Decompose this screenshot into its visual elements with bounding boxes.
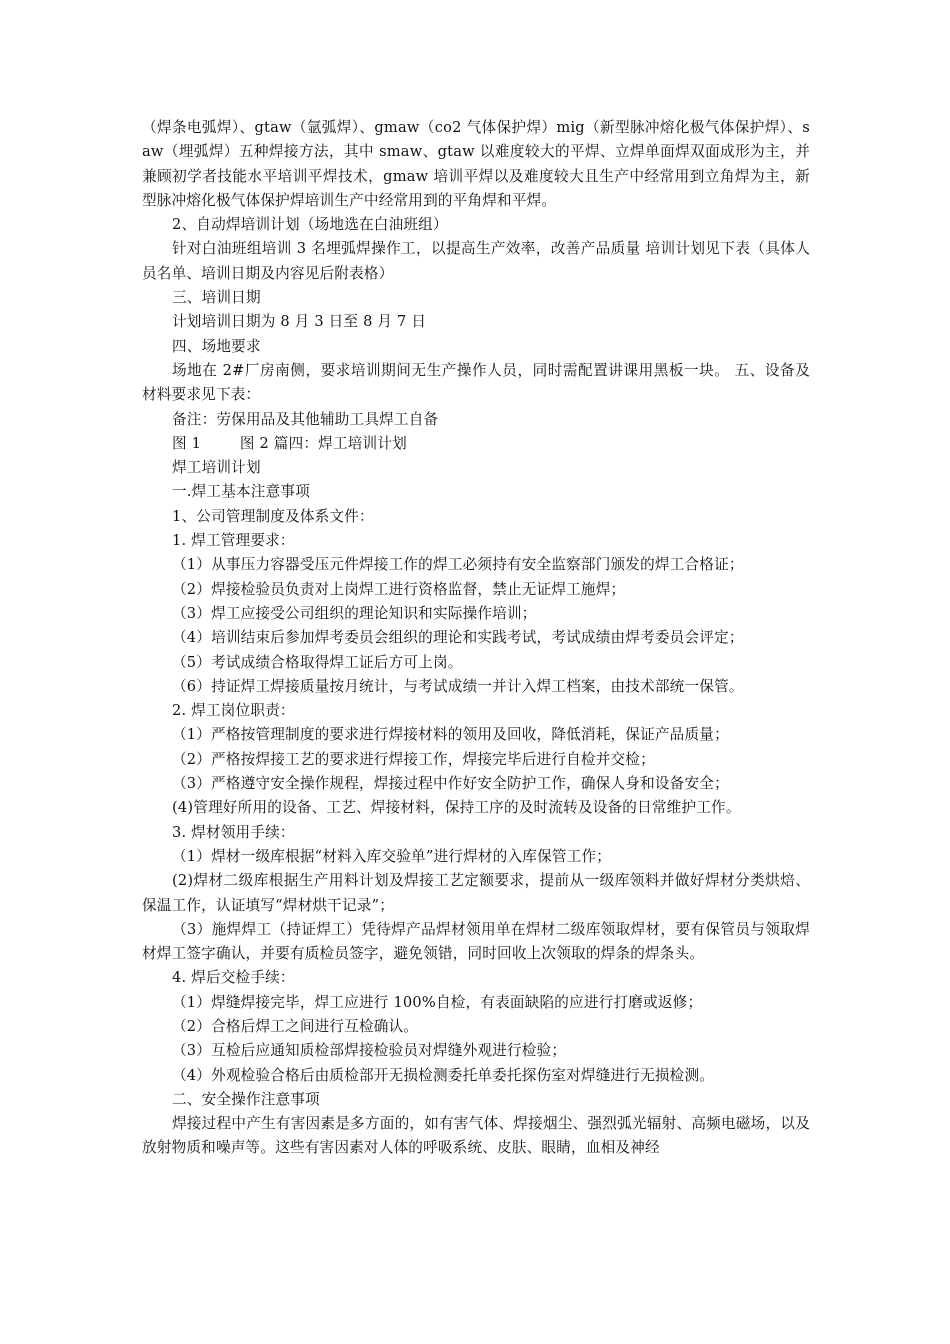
paragraph: （1）从事压力容器受压元件焊接工作的焊工必须持有安全监察部门颁发的焊工合格证； <box>172 556 744 574</box>
paragraph: 4. 焊后交检手续： <box>172 969 295 987</box>
paragraph: 四、场地要求 <box>172 337 261 355</box>
paragraph: （3）互检后应通知质检部焊接检验员对焊缝外观进行检验； <box>172 1042 567 1060</box>
paragraph: （1）严格按管理制度的要求进行焊接材料的领用及回收，降低消耗，保证产品质量； <box>172 726 729 744</box>
paragraph: 二、安全操作注意事项 <box>172 1090 320 1108</box>
paragraph: 焊工培训计划 <box>172 459 261 477</box>
paragraph: 计划培训日期为 8 月 3 日至 8 月 7 日 <box>172 313 427 331</box>
paragraph: 2、自动焊培训计划（场地选在白油班组） <box>172 216 448 234</box>
paragraph: 针对白油班组培训 3 名埋弧焊操作工，以提高生产效率，改善产品质量 培训计划见下表（具体人员名单、培训日期及内容见后附表格） <box>142 240 810 282</box>
paragraph: 场地在 2#厂房南侧，要求培训期间无生产操作人员，同时需配置讲课用黑板一块。 五、设备及材料要求见下表： <box>142 361 810 404</box>
paragraph: 一.焊工基本注意事项 <box>172 483 310 501</box>
paragraph: （2）焊接检验员负责对上岗焊工进行资格监督，禁止无证焊工施焊； <box>172 580 626 598</box>
paragraph: （3）施焊焊工（持证焊工）凭待焊产品焊材领用单在焊材二级库领取焊材，要有保管员与领取焊材焊工签字确认，并要有质检员签字，避免领错，同时回收上次领取的焊条的焊条头。 <box>142 920 810 963</box>
document-body <box>142 116 810 1161</box>
paragraph: （1）焊缝焊接完毕，焊工应进行 100%自检，有表面缺陷的应进行打磨或返修； <box>172 993 703 1011</box>
paragraph: 焊接过程中产生有害因素是多方面的，如有害气体、焊接烟尘、强烈弧光辐射、高频电磁场，以及放射物质和噪声等。这些有害因素对人体的呼吸系统、皮肤、眼睛，血相及神经 <box>142 1115 810 1157</box>
paragraph: （4）培训结束后参加焊考委员会组织的理论和实践考试，考试成绩由焊考委员会评定； <box>172 629 744 647</box>
paragraph: 1. 焊工管理要求： <box>172 532 295 550</box>
paragraph: （5）考试成绩合格取得焊工证后方可上岗。 <box>172 653 463 671</box>
paragraph: （3）严格遵守安全操作规程，焊接过程中作好安全防护工作，确保人身和设备安全； <box>172 775 729 793</box>
paragraph: （6）持证焊工焊接质量按月统计，与考试成绩一并计入焊工档案，由技术部统一保管。 <box>172 677 744 695</box>
paragraph: (2)焊材二级库根据生产用料计划及焊接工艺定额要求，提前从一级库领料并做好焊材分类烘焙、保温工作，认证填写“焊材烘干记录”； <box>142 872 810 914</box>
paragraph: 2. 焊工岗位职责： <box>172 702 295 720</box>
paragraph: （2）合格后焊工之间进行互检确认。 <box>172 1017 419 1035</box>
figure-caption: 图 1 图 2 篇四：焊工培训计划 <box>172 434 407 452</box>
paragraph: 备注：劳保用品及其他辅助工具焊工自备 <box>172 410 439 428</box>
paragraph: 三、培训日期 <box>172 289 261 307</box>
paragraph: （4）外观检验合格后由质检部开无损检测委托单委托探伤室对焊缝进行无损检测。 <box>172 1066 715 1084</box>
paragraph: 1、公司管理制度及体系文件： <box>172 507 374 525</box>
paragraph: 3. 焊材领用手续： <box>172 823 295 841</box>
paragraph: （3）焊工应接受公司组织的理论知识和实际操作培训； <box>172 604 537 622</box>
paragraph: （焊条电弧焊）、gtaw（氩弧焊）、gmaw（co2 气体保护焊）mig（新型脉冲熔化极气体保护焊）、saw（埋弧焊）五种焊接方法，其中 smaw、gtaw 以难度较大的平焊、立焊单面焊双面成形为主，并兼顾初学者技能水平培训平焊技术，gmaw 培训平焊以及难度较大且生产中经常用到立角焊为主，新型脉冲熔化极气体保护焊培训生产中经常用到的平角焊和平焊。 <box>142 119 810 209</box>
paragraph: (4)管理好所用的设备、工艺、焊接材料，保持工序的及时流转及设备的日常维护工作。 <box>172 799 741 817</box>
paragraph: （2）严格按焊接工艺的要求进行焊接工作，焊接完毕后进行自检并交检； <box>172 750 655 768</box>
paragraph: （1）焊材一级库根据“材料入库交验单”进行焊材的入库保管工作； <box>172 847 612 865</box>
